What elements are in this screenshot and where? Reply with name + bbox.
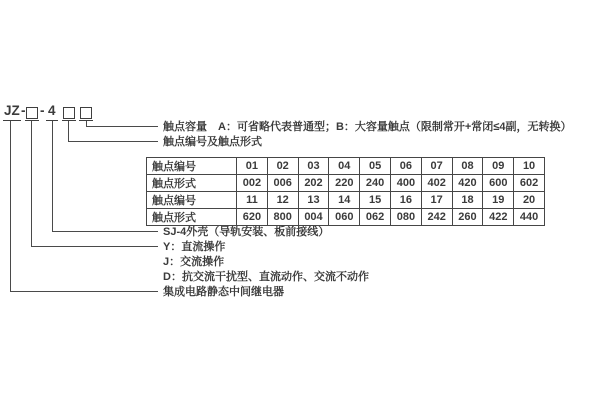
table-cell: 11 bbox=[237, 192, 268, 209]
table-cell: 02 bbox=[267, 158, 298, 175]
row-header-cell: 触点形式 bbox=[147, 175, 237, 192]
table-cell: 602 bbox=[514, 175, 545, 192]
table-cell: 10 bbox=[514, 158, 545, 175]
row-header-cell: 触点编号 bbox=[147, 192, 237, 209]
table-cell: 08 bbox=[452, 158, 483, 175]
row-header-cell: 触点形式 bbox=[147, 209, 237, 226]
contact-table-body bbox=[147, 158, 545, 226]
table-cell: 440 bbox=[514, 209, 545, 226]
table-cell: 220 bbox=[329, 175, 360, 192]
table-cell: 080 bbox=[390, 209, 421, 226]
table-row bbox=[147, 158, 545, 175]
table-cell: 03 bbox=[298, 158, 329, 175]
callout-hline-product bbox=[10, 291, 158, 292]
table-cell: 422 bbox=[483, 209, 514, 226]
label-contact-capacity: 触点容量 A：可省略代表普通型；B：大容量触点（限制常开+常闭≤4副，无转换） bbox=[163, 121, 572, 133]
table-cell: 13 bbox=[298, 192, 329, 209]
table-cell: 062 bbox=[360, 209, 391, 226]
callout-hline-capacity bbox=[86, 126, 158, 127]
table-cell: 600 bbox=[483, 175, 514, 192]
table-cell: 07 bbox=[421, 158, 452, 175]
callout-vline-operation bbox=[31, 121, 32, 247]
table-cell: 12 bbox=[267, 192, 298, 209]
label-dc-operation: Y：直流操作 bbox=[163, 241, 226, 253]
underline-prefix bbox=[3, 120, 21, 121]
callout-hline-operation bbox=[31, 246, 158, 247]
model-prefix: JZ bbox=[4, 103, 20, 118]
callout-vline-contact bbox=[68, 121, 69, 142]
callout-vline-product bbox=[10, 121, 11, 292]
table-cell: 17 bbox=[421, 192, 452, 209]
table-cell: 14 bbox=[329, 192, 360, 209]
model-separator-2: - bbox=[40, 103, 45, 118]
table-row bbox=[147, 192, 545, 209]
label-anti-interference: D：抗交流干扰型、直流动作、交流不动作 bbox=[163, 271, 369, 283]
model-frame-size: 4 bbox=[48, 103, 56, 118]
table-cell: 004 bbox=[298, 209, 329, 226]
table-cell: 400 bbox=[390, 175, 421, 192]
table-cell: 620 bbox=[237, 209, 268, 226]
table-cell: 06 bbox=[390, 158, 421, 175]
callout-vline-case bbox=[52, 121, 53, 232]
table-cell: 16 bbox=[390, 192, 421, 209]
table-cell: 402 bbox=[421, 175, 452, 192]
callout-hline-case bbox=[52, 231, 158, 232]
table-cell: 002 bbox=[237, 175, 268, 192]
table-cell: 202 bbox=[298, 175, 329, 192]
table-cell: 20 bbox=[514, 192, 545, 209]
model-placeholder-box-contact bbox=[63, 107, 75, 119]
table-cell: 05 bbox=[360, 158, 391, 175]
table-cell: 060 bbox=[329, 209, 360, 226]
table-cell: 420 bbox=[452, 175, 483, 192]
table-cell: 15 bbox=[360, 192, 391, 209]
label-product-name: 集成电路静态中间继电器 bbox=[163, 286, 284, 298]
model-placeholder-box-operation bbox=[26, 107, 38, 119]
table-cell: 242 bbox=[421, 209, 452, 226]
row-header-cell: 触点编号 bbox=[147, 158, 237, 175]
label-contact-code-form: 触点编号及触点形式 bbox=[163, 136, 262, 148]
table-cell: 01 bbox=[237, 158, 268, 175]
label-ac-operation: J：交流操作 bbox=[163, 256, 225, 268]
table-cell: 09 bbox=[483, 158, 514, 175]
contact-table bbox=[146, 157, 545, 226]
label-case-type: SJ-4外壳（导轨安装、板前接线） bbox=[163, 226, 330, 238]
table-cell: 19 bbox=[483, 192, 514, 209]
table-cell: 800 bbox=[267, 209, 298, 226]
table-cell: 18 bbox=[452, 192, 483, 209]
callout-hline-contact bbox=[68, 141, 158, 142]
table-cell: 260 bbox=[452, 209, 483, 226]
table-cell: 240 bbox=[360, 175, 391, 192]
table-cell: 006 bbox=[267, 175, 298, 192]
table-cell: 04 bbox=[329, 158, 360, 175]
table-row bbox=[147, 175, 545, 192]
table-row bbox=[147, 209, 545, 226]
model-separator-1: - bbox=[21, 103, 26, 118]
model-placeholder-box-capacity bbox=[80, 107, 92, 119]
